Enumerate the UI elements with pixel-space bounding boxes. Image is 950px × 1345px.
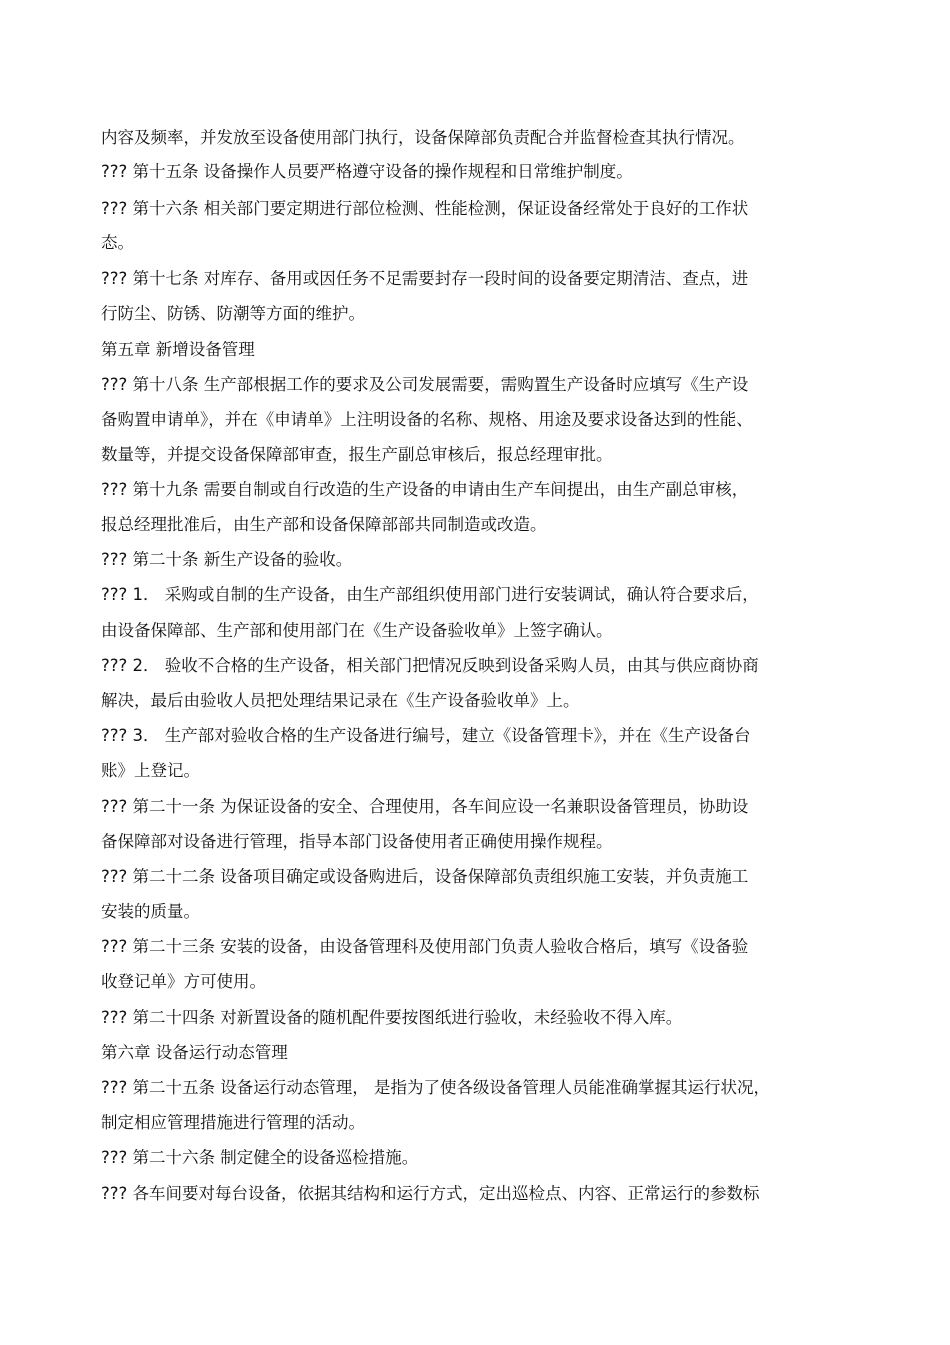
- text-line: ??? 2． 验收不合格的生产设备，相关部门把情况反映到设备采购人员，由其与供应商协商: [101, 656, 759, 675]
- text-line: ??? 各车间要对每台设备，依据其结构和运行方式，定出巡检点、内容、正常运行的参数标: [101, 1184, 760, 1203]
- text-line: ??? 第十八条 生产部根据工作的要求及公司发展需要，需购置生产设备时应填写《生产设: [101, 375, 749, 394]
- text-line: ??? 第二十五条 设备运行动态管理， 是指为了使各级设备管理人员能准确掌握其运行状况，: [101, 1078, 771, 1097]
- text-line: 解决，最后由验收人员把处理结果记录在《生产设备验收单》上。: [101, 691, 580, 710]
- text-line: 内容及频率，并发放至设备使用部门执行，设备保障部负责配合并监督检查其执行情况。: [101, 128, 745, 147]
- text-line: 安装的质量。: [101, 902, 200, 921]
- text-line: ??? 第二十条 新生产设备的验收。: [101, 550, 353, 569]
- text-line: 备保障部对设备进行管理，指导本部门设备使用者正确使用操作规程。: [101, 832, 613, 851]
- chapter-heading: 第五章 新增设备管理: [101, 340, 255, 359]
- text-line: ??? 3． 生产部对验收合格的生产设备进行编号，建立《设备管理卡》，并在《生产设备台: [101, 726, 751, 745]
- text-line: ??? 第二十一条 为保证设备的安全、合理使用，各车间应设一名兼职设备管理员，协助设: [101, 797, 749, 816]
- text-line: ??? 第二十二条 设备项目确定或设备购进后，设备保障部负责组织施工安装，并负责施工: [101, 867, 749, 886]
- text-line: 数量等，并提交设备保障部审查，报生产副总审核后，报总经理审批。: [101, 445, 613, 464]
- text-line: ??? 1． 采购或自制的生产设备，由生产部组织使用部门进行安装调试，确认符合要求后，: [101, 585, 759, 604]
- text-line: 账》上登记。: [101, 761, 200, 780]
- text-line: 收登记单》方可使用。: [101, 972, 266, 991]
- text-line: ??? 第十六条 相关部门要定期进行部位检测、性能检测，保证设备经常处于良好的工作状: [101, 199, 749, 218]
- text-line: 态。: [101, 233, 134, 252]
- text-line: ??? 第二十三条 安装的设备，由设备管理科及使用部门负责人验收合格后，填写《设备验: [101, 937, 749, 956]
- text-line: ??? 第二十四条 对新置设备的随机配件要按图纸进行验收，未经验收不得入库。: [101, 1008, 683, 1027]
- text-line: 备购置申请单》，并在《申请单》上注明设备的名称、规格、用途及要求设备达到的性能、: [101, 410, 753, 429]
- text-line: ??? 第十五条 设备操作人员要严格遵守设备的操作规程和日常维护制度。: [101, 162, 633, 181]
- text-line: ??? 第十七条 对库存、备用或因任务不足需要封存一段时间的设备要定期清洁、查点，进: [101, 269, 749, 288]
- text-line: 由设备保障部、生产部和使用部门在《生产设备验收单》上签字确认。: [101, 621, 613, 640]
- text-line: 行防尘、防锈、防潮等方面的维护。: [101, 304, 365, 323]
- text-line: ??? 第十九条 需要自制或自行改造的生产设备的申请由生产车间提出，由生产副总审核，: [101, 480, 749, 499]
- text-line: 报总经理批准后，由生产部和设备保障部部共同制造或改造。: [101, 515, 547, 534]
- text-line: 制定相应管理措施进行管理的活动。: [101, 1113, 365, 1132]
- chapter-heading: 第六章 设备运行动态管理: [101, 1043, 288, 1062]
- text-line: ??? 第二十六条 制定健全的设备巡检措施。: [101, 1148, 419, 1167]
